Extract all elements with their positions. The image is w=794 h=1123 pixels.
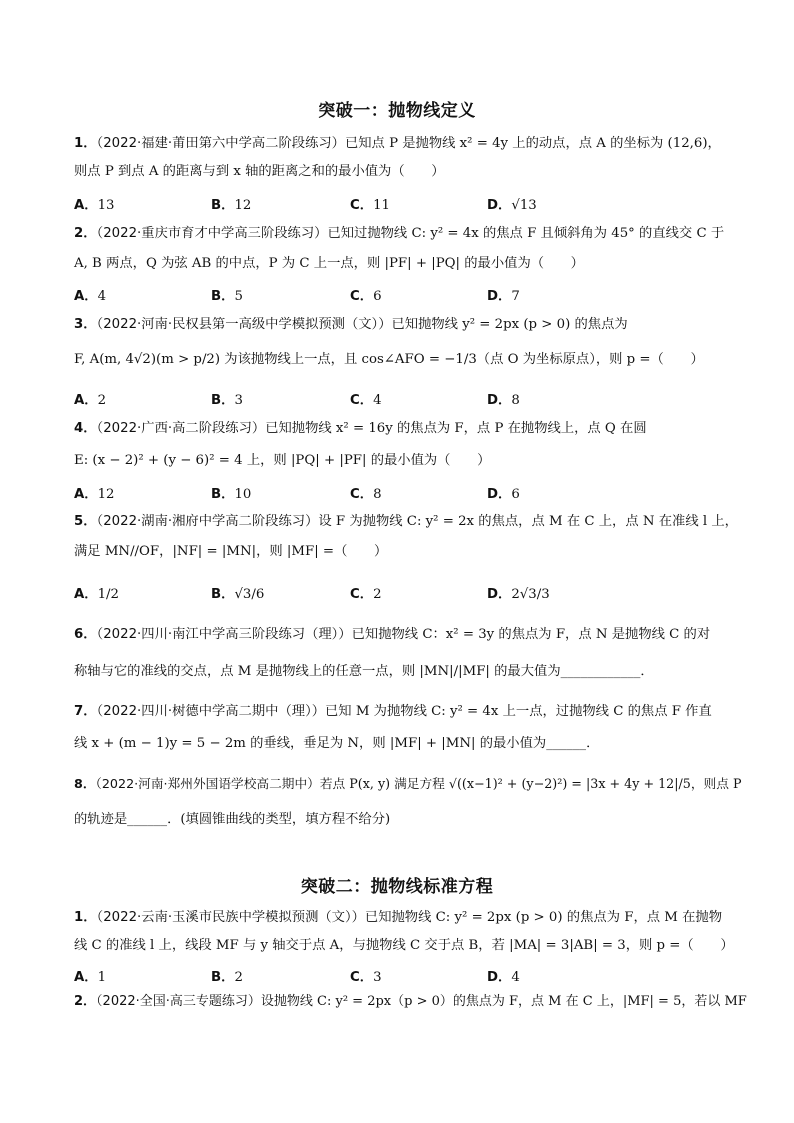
- option-row: [74, 194, 724, 218]
- option-row: [74, 389, 724, 413]
- option-a[interactable]: [74, 194, 115, 213]
- option-label: C．: [350, 487, 374, 502]
- option-value: √13: [511, 198, 537, 213]
- problem-text: 若点 P(x, y) 满足方程 √((x−1)² + (y−2)²) = |3x + 4y + 12|/5，则点 P: [319, 776, 742, 791]
- option-value: 13: [97, 198, 115, 213]
- option-label: B．: [211, 970, 235, 985]
- option-value: 4: [511, 970, 520, 985]
- problem-source: （2022·福建·莆田第六中学高二阶段练习）: [96, 136, 345, 151]
- option-row: [74, 285, 724, 309]
- problem-number: 3．: [74, 317, 97, 332]
- problem-line: [74, 350, 724, 370]
- option-b[interactable]: [211, 285, 243, 304]
- section-title: 突破一：抛物线定义: [318, 101, 476, 121]
- option-value: 2: [97, 393, 107, 408]
- option-row: [74, 966, 724, 990]
- option-value: 11: [373, 198, 390, 213]
- problem-text: 设 F 为抛物线 C: y² = 2x 的焦点，点 M 在 C 上，点 N 在准线 l 上，: [318, 514, 738, 529]
- problem-text: 已知抛物线 C：x² = 3y 的焦点为 F，点 N 是抛物线 C 的对: [351, 627, 711, 642]
- option-value: 3: [234, 393, 243, 408]
- problem-number: 4．: [74, 421, 97, 436]
- problem-number: 1．: [74, 136, 97, 151]
- problem-line: [74, 254, 724, 274]
- problem-line: [74, 992, 747, 1012]
- option-label: A．: [74, 393, 98, 408]
- option-label: C．: [350, 587, 374, 602]
- option-a[interactable]: [74, 483, 115, 502]
- option-label: D．: [487, 289, 512, 304]
- option-label: B．: [211, 289, 235, 304]
- option-label: C．: [350, 970, 374, 985]
- problem-source: （2022·广西·高二阶段练习）: [96, 421, 266, 436]
- problem-text: 已知抛物线 x² = 16y 的焦点为 F，点 P 在抛物线上，点 Q 在圆: [265, 421, 647, 436]
- option-value: 10: [234, 487, 252, 502]
- option-label: D．: [487, 198, 512, 213]
- problem-line: [74, 419, 724, 439]
- option-value: 1/2: [97, 587, 119, 602]
- problem-line: [74, 734, 724, 754]
- option-c[interactable]: [350, 194, 390, 213]
- problem-line: [74, 625, 724, 645]
- option-value: 2√3/3: [511, 587, 550, 602]
- problem-text: F, A(m, 4√2)(m > p/2) 为该抛物线上一点，且 cos∠AFO = −1/3（点 O 为坐标原点），则 p =（ ）: [74, 352, 704, 367]
- option-c[interactable]: [350, 285, 382, 304]
- option-d[interactable]: [487, 389, 520, 408]
- option-value: 4: [373, 393, 382, 408]
- problem-number: 2．: [74, 994, 97, 1009]
- problem-number: 1．: [74, 910, 97, 925]
- problem-line: [74, 774, 742, 794]
- problem-source: （2022·全国·高三专题练习）: [96, 994, 261, 1009]
- problem-number: 6．: [74, 627, 97, 642]
- problem-source: （2022·河南·郑州外国语学校高二期中）: [95, 776, 320, 791]
- problem-text: 已知抛物线 y² = 2px (p > 0) 的焦点为: [391, 317, 628, 332]
- option-label: A．: [74, 970, 98, 985]
- option-label: B．: [211, 587, 235, 602]
- option-d[interactable]: [487, 483, 520, 502]
- option-label: B．: [211, 487, 235, 502]
- option-label: A．: [74, 487, 98, 502]
- option-label: A．: [74, 289, 98, 304]
- option-b[interactable]: [211, 966, 243, 985]
- option-label: B．: [211, 393, 235, 408]
- problem-text: 线 x + (m − 1)y = 5 − 2m 的垂线，垂足为 N，则 |MF| + |MN| 的最小值为______．: [74, 736, 600, 751]
- option-value: 5: [234, 289, 243, 304]
- option-value: 1: [97, 970, 107, 985]
- problem-text: 线 C 的准线 l 上，线段 MF 与 y 轴交于点 A，与抛物线 C 交于点 B，若 |MA| = 3|AB| = 3，则 p =（ ）: [74, 938, 734, 953]
- option-d[interactable]: [487, 194, 537, 213]
- option-c[interactable]: [350, 583, 382, 602]
- option-label: A．: [74, 587, 98, 602]
- problem-line: [74, 162, 724, 182]
- problem-text: 则点 P 到点 A 的距离与到 x 轴的距离之和的最小值为（ ）: [74, 164, 445, 179]
- option-label: A．: [74, 198, 98, 213]
- option-value: 2: [373, 587, 382, 602]
- option-label: D．: [487, 587, 512, 602]
- option-c[interactable]: [350, 966, 382, 985]
- option-value: 7: [511, 289, 520, 304]
- problem-line: [74, 810, 724, 830]
- option-d[interactable]: [487, 966, 520, 985]
- problem-source: （2022·四川·树德中学高二期中（理））: [96, 704, 326, 719]
- problem-number: 8．: [74, 776, 96, 791]
- option-a[interactable]: [74, 583, 119, 602]
- option-value: 2: [234, 970, 243, 985]
- problem-line: [74, 315, 724, 335]
- option-b[interactable]: [211, 483, 251, 502]
- problem-source: （2022·河南·民权县第一高级中学模拟预测（文））: [96, 317, 392, 332]
- problem-text: 已知点 P 是抛物线 x² = 4y 上的动点，点 A 的坐标为 (12,6)，: [344, 136, 721, 151]
- problem-line: [74, 542, 724, 562]
- option-value: 8: [511, 393, 520, 408]
- option-a[interactable]: [74, 966, 106, 985]
- option-value: 4: [97, 289, 107, 304]
- problem-line: [74, 512, 738, 532]
- problem-text: 称轴与它的准线的交点，点 M 是抛物线上的任意一点，则 |MN|/|MF| 的最大值为____________．: [74, 664, 654, 679]
- option-d[interactable]: [487, 285, 520, 304]
- option-label: D．: [487, 970, 512, 985]
- option-d[interactable]: [487, 583, 550, 602]
- problem-text: 的轨迹是______．(填圆锥曲线的类型，填方程不给分): [74, 812, 391, 827]
- problem-line: [74, 908, 724, 928]
- problem-number: 7．: [74, 704, 97, 719]
- problem-text: 已知抛物线 C: y² = 2px (p > 0) 的焦点为 F，点 M 在抛物: [364, 910, 722, 925]
- option-row: [74, 483, 724, 507]
- problem-source: （2022·重庆市育才中学高三阶段练习）: [96, 226, 328, 241]
- problem-number: 5．: [74, 514, 97, 529]
- problem-source: （2022·湖南·湘府中学高二阶段练习）: [96, 514, 319, 529]
- option-b[interactable]: [211, 583, 264, 602]
- problem-line: [74, 702, 724, 722]
- problem-line: [74, 224, 724, 244]
- option-c[interactable]: [350, 483, 382, 502]
- option-label: C．: [350, 393, 374, 408]
- problem-text: 满足 MN//OF，|NF| = |MN|，则 |MF| =（ ）: [74, 544, 388, 559]
- problem-number: 2．: [74, 226, 97, 241]
- option-label: B．: [211, 198, 235, 213]
- option-label: D．: [487, 487, 512, 502]
- problem-text: 设抛物线 C: y² = 2px（p > 0）的焦点为 F，点 M 在 C 上，|MF| = 5，若以 MF: [260, 994, 747, 1009]
- problem-text: A, B 两点，Q 为弦 AB 的中点，P 为 C 上一点，则 |PF| + |PQ| 的最小值为（ ）: [74, 256, 584, 271]
- option-value: 3: [373, 970, 382, 985]
- problem-text: 已知过抛物线 C: y² = 4x 的焦点 F 且倾斜角为 45° 的直线交 C 于: [327, 226, 725, 241]
- problem-text: E: (x − 2)² + (y − 6)² = 4 上，则 |PQ| + |PF| 的最小值为（ ）: [74, 453, 491, 468]
- problem-source: （2022·四川·南江中学高三阶段练习（理））: [96, 627, 352, 642]
- problem-line: [74, 936, 734, 956]
- option-label: C．: [350, 289, 374, 304]
- option-value: 6: [373, 289, 382, 304]
- option-value: √3/6: [234, 587, 265, 602]
- option-label: D．: [487, 393, 512, 408]
- option-value: 8: [373, 487, 382, 502]
- problem-line: [74, 662, 724, 682]
- option-value: 12: [97, 487, 115, 502]
- option-label: C．: [350, 198, 374, 213]
- problem-line: [74, 451, 724, 471]
- option-c[interactable]: [350, 389, 382, 408]
- option-row: [74, 583, 724, 607]
- option-a[interactable]: [74, 389, 106, 408]
- option-value: 12: [234, 198, 252, 213]
- option-b[interactable]: [211, 389, 243, 408]
- option-a[interactable]: [74, 285, 106, 304]
- problem-text: 已知 M 为抛物线 C: y² = 4x 上一点，过抛物线 C 的焦点 F 作直: [325, 704, 712, 719]
- section-title: 突破二：抛物线标准方程: [300, 877, 494, 897]
- problem-line: [74, 134, 724, 154]
- problem-source: （2022·云南·玉溪市民族中学模拟预测（文））: [96, 910, 365, 925]
- option-b[interactable]: [211, 194, 251, 213]
- option-value: 6: [511, 487, 520, 502]
